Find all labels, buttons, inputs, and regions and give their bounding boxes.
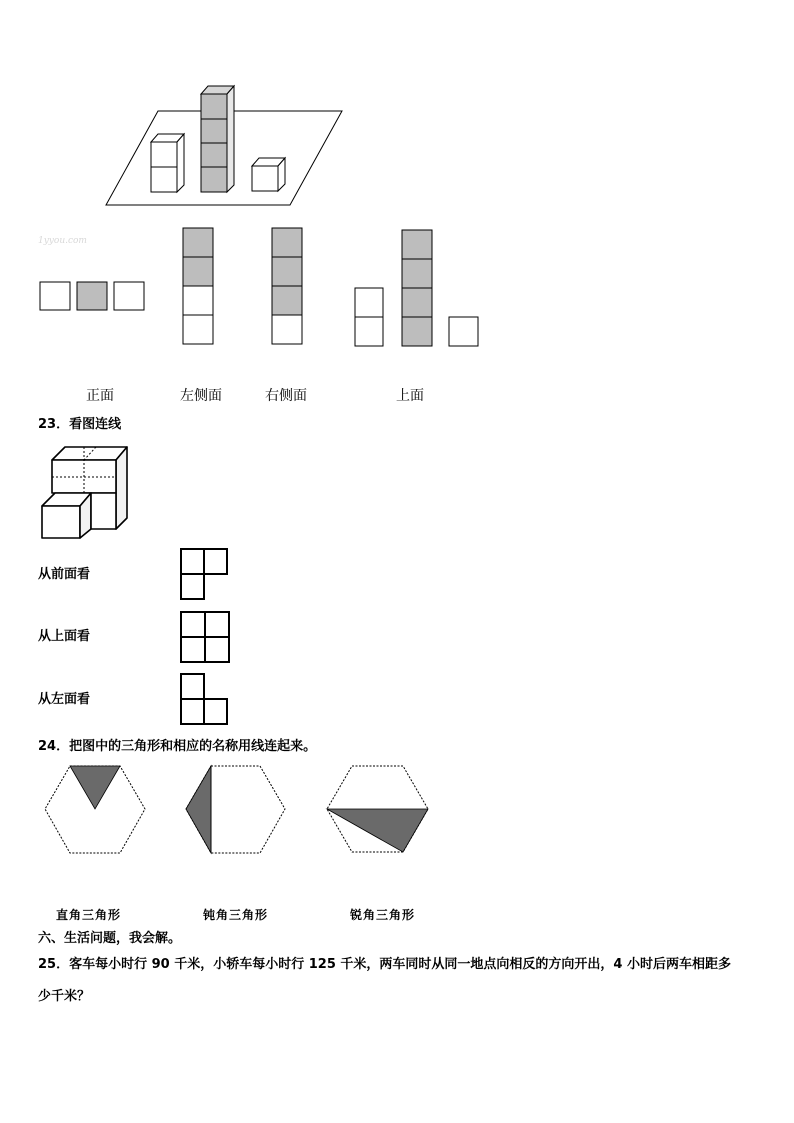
triangle-name-right: 直角三角形 bbox=[56, 908, 122, 922]
question-25-line-2: 少千米？ bbox=[38, 989, 91, 1004]
watermark-text: 1yyou.com bbox=[38, 236, 87, 246]
triangle-name-obtuse: 钝角三角形 bbox=[203, 908, 269, 922]
triangle-hex-3 bbox=[327, 809, 428, 852]
view-label-left-side: 左侧面 bbox=[180, 388, 222, 404]
view-label-top: 上面 bbox=[396, 388, 424, 404]
section-6-title: 六、生活问题，我会解。 bbox=[38, 931, 182, 946]
view-label-front: 正面 bbox=[86, 388, 114, 404]
question-25-line-1: 25．客车每小时行 90 千米，小轿车每小时行 125 千米，两车同时从同一地点向相反的方向开出，4 小时后两车相距多 bbox=[38, 957, 731, 972]
view-label-right-side: 右侧面 bbox=[265, 388, 307, 404]
question-23-title: 23．看图连线 bbox=[38, 417, 122, 432]
q23-label-left: 从左面看 bbox=[38, 692, 91, 707]
q23-label-front: 从前面看 bbox=[38, 567, 91, 582]
question-24-title: 24．把图中的三角形和相应的名称用线连起来。 bbox=[38, 739, 317, 754]
triangle-name-acute: 锐角三角形 bbox=[350, 908, 416, 922]
q23-label-top: 从上面看 bbox=[38, 629, 91, 644]
triangle-hex-1 bbox=[70, 766, 120, 809]
triangle-hex-2 bbox=[186, 766, 211, 853]
